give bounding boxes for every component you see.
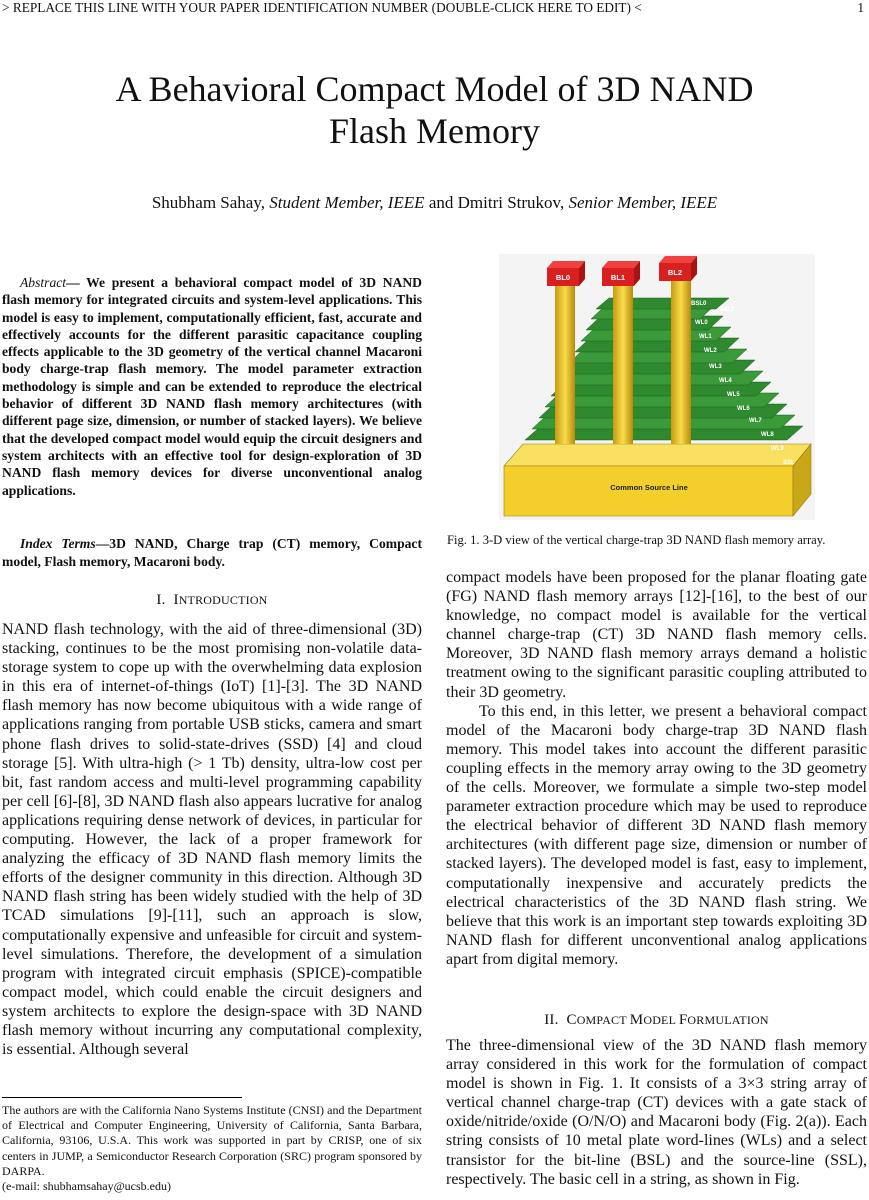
- introduction-continued: [446, 568, 867, 969]
- layer-label-wl1: WL1: [699, 334, 712, 340]
- common-source-line-slab: [504, 444, 811, 516]
- bitline-label-2: BL2: [667, 268, 683, 277]
- layer-label-wl8: WL8: [761, 432, 774, 438]
- index-terms-text: —3D NAND, Charge trap (CT) memory, Compact model, Flash memory, Macaroni body.: [2, 536, 422, 569]
- layer-label-wl2: WL2: [704, 348, 717, 354]
- layer-label-wl0: WL0: [695, 320, 708, 326]
- section-2-body: The three-dimensional view of the 3D NAND flash memory array considered in this work for the formulation of compact model is shown in Fig. 1. It consists of a 3×3 string array of vertical channel charge-trap (CT) devices with a gate stack of oxide/nitride/oxide (O/N/O) and Macaroni body (Fig. 2(a)). Each string consists of 10 metal plate word-lines (WLs) and a select transistor for the bit-line (BSL) and the source-line (SSL), respectively. The basic cell in a string, as shown in Fig.: [446, 1037, 867, 1188]
- running-header: > REPLACE THIS LINE WITH YOUR PAPER IDENTIFICATION NUMBER (DOUBLE-CLICK HERE TO EDIT) <: [2, 0, 642, 15]
- page-number: 1: [857, 0, 864, 15]
- footnote-text: The authors are with the California Nano Systems Institute (CNSI) and the Department of Electrical and Computer Engineering, University of California, Santa Barbara, California, 93106, U.S.A. This work was supported in part by CRISP, one of six centers in JUMP, a Semiconductor Research Corporation (SRC) program sponsored by DARPA.: [2, 1103, 422, 1178]
- index-terms-lead: Index Terms: [20, 536, 96, 551]
- author-1-role: Student Member, IEEE: [269, 193, 425, 212]
- index-terms: [2, 535, 422, 570]
- paragraph: compact models have been proposed for the planar floating gate (FG) NAND flash memory arrays [12]-[16], to the best of our knowledge, no compact model is available for the vertical channel charge-trap (CT) 3D NAND flash memory cells. Moreover, 3D NAND flash memory arrays demand a holistic treatment owing to the significant parasitic coupling attributed to their 3D geometry.: [446, 569, 867, 701]
- layer-label-ssl: SSL: [783, 460, 795, 466]
- layer-label-wl5: WL5: [727, 392, 740, 398]
- layer-label-bsl0: BSL0: [691, 301, 707, 307]
- figure-1-caption: Fig. 1. 3-D view of the vertical charge-trap 3D NAND flash memory array.: [447, 533, 826, 547]
- section-1-heading: I. INTRODUCTION: [156, 592, 268, 608]
- layer-label-wl7: WL7: [749, 418, 762, 424]
- layer-label-wl6: WL6: [737, 406, 750, 412]
- section-2-heading: II. COMPACT MODEL FORMULATION: [544, 1012, 769, 1028]
- footnote-email: (e-mail: shubhamsahay@ucsb.edu): [2, 1179, 172, 1194]
- author-2-role: Senior Member, IEEE: [568, 193, 718, 212]
- author-1: Shubham Sahay,: [151, 193, 265, 212]
- figure-1-3d-nand-array: [499, 254, 815, 520]
- layer-label-bsl1: BSL1: [719, 307, 735, 313]
- author-footnote: [2, 1103, 422, 1194]
- abstract: [2, 274, 422, 499]
- paper-title: [0, 68, 869, 152]
- abstract-lead: Abstract: [20, 275, 67, 290]
- introduction-body: NAND flash technology, with the aid of three-dimensional (3D) stacking, continues to be the most promising non-volatile data-storage system to cope up with the overwhelming data explosion in this era of internet-of-things (IoT) [1]-[3]. The 3D NAND flash memory has now become ubiquitous with a wide range of applications ranging from portable USB sticks, camera and smart phone flash drives to solid-state-drives (SSD) [4] and cloud storage [5]. With ultra-high (> 1 Tb) density, ultra-low cost per bit, fast random access and multi-level programming capability per cell [6]-[8], 3D NAND flash also appears lucrative for analog applications requiring dense network of devices, in particular for computing. However, the lack of a proper framework for analyzing the efficacy of 3D NAND flash memory limits the efforts of the designer community in this direction. Although 3D NAND flash string has been widely studied with the help of 3D TCAD simulations [9]-[11], such an approach is slow, computationally expensive and unfeasible for circuit and system-level simulations. Therefore, the development of a simulation program with integrated circuit emphasis (SPICE)-compatible compact model, which could enable the circuit designers and system architects to explore the design-space with 3D NAND flash memory without incurring any computational complexity, is essential. Although several: [2, 621, 422, 1059]
- author-line: [0, 193, 869, 213]
- paragraph: To this end, in this letter, we present a behavioral compact model of the Macaroni body charge-trap 3D NAND flash memory. This model takes into account the different parasitic coupling effects in the memory array owing to the 3D geometry of the cells. Moreover, we formulate a simple two-step model parameter extraction procedure which may be used to reproduce the electrical behavior of different 3D NAND flash memory architectures (with different page size, dimension or number of stacked layers). The developed model is fast, easy to implement, computationally inexpensive and accurately predicts the electrical characteristics of the 3D NAND flash string. We believe that this work is an important step towards exploiting 3D NAND flash for different unconventional analog applications apart from digital memory.: [446, 702, 867, 968]
- author-2: Dmitri Strukov,: [457, 193, 565, 212]
- abstract-text: — We present a behavioral compact model of 3D NAND flash memory for integrated circuits and system-level applications. This model is easy to implement, computationally efficient, fast, accurate and effectively accounts for the different parasitic capacitance coupling effects applicable to the 3D geometry of the vertical channel Macaroni body charge-trap flash memory. The model parameter extraction methodology is simple and can be extended to reproduce the electrical behavior of different 3D NAND flash memory architectures (with different page size, dimension, or number of stacked layers). We believe that the developed compact model would equip the circuit designers and system architects with an effective tool for design-exploration of 3D NAND flash memory devices for diverse unconventional analog applications.: [2, 275, 422, 498]
- layer-label-wl9: WL9: [771, 446, 784, 452]
- layer-label-wl3: WL3: [709, 364, 722, 370]
- bitline-label-1: BL1: [610, 273, 626, 282]
- author-conjunction: and: [428, 193, 454, 212]
- title-line-2: Flash Memory: [329, 111, 540, 151]
- layer-label-wl4: WL4: [719, 378, 732, 384]
- figure-base-label: Common Source Line: [610, 483, 688, 492]
- title-line-1: A Behavioral Compact Model of 3D NAND: [115, 69, 754, 109]
- bitline-label-0: BL0: [555, 273, 571, 282]
- footnote-rule: [2, 1097, 242, 1098]
